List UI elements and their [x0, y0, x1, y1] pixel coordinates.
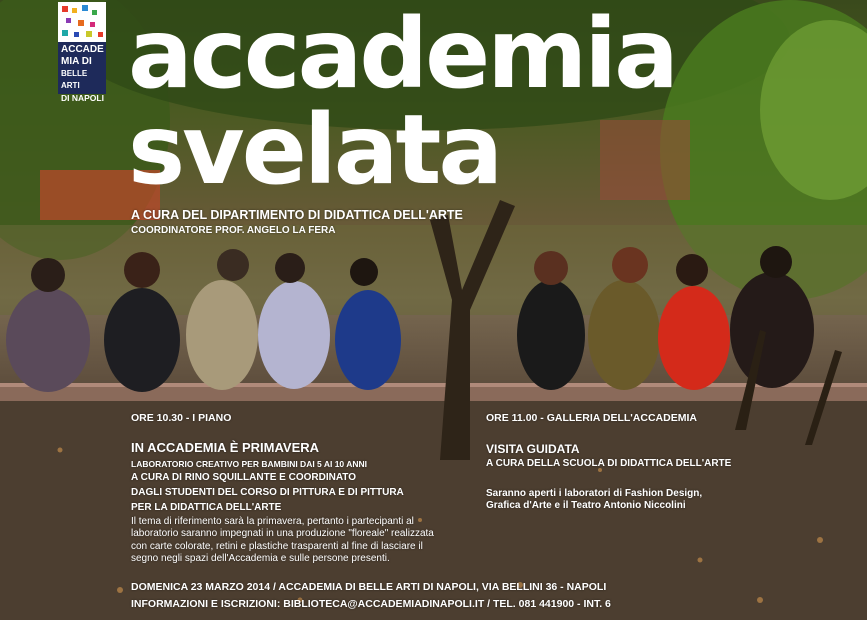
left-event-time: ORE 10.30 - I PIANO	[131, 412, 232, 424]
poster-title-line-2: svelata	[128, 94, 501, 206]
left-description-line: Il tema di riferimento sarà la primavera, pertanto i partecipanti al	[131, 516, 414, 527]
right-event-subtitle: A CURA DELLA SCUOLA DI DIDATTICA DELL'ARTE	[486, 458, 732, 469]
logo-line-2: MIA DI	[61, 56, 92, 67]
coordinator-line: COORDINATORE PROF. ANGELO LA FERA	[131, 225, 336, 236]
left-description-line: segno negli spazi dell'Accademia e sulle persone presenti.	[131, 552, 390, 564]
red-building-right	[600, 120, 690, 200]
right-event-time: ORE 11.00 - GALLERIA DELL'ACCADEMIA	[486, 412, 697, 424]
left-event-description	[131, 516, 471, 565]
right-event-title: VISITA GUIDATA	[486, 442, 580, 456]
academy-logo	[58, 2, 106, 103]
left-event-title: IN ACCADEMIA È PRIMAVERA	[131, 440, 320, 455]
right-description-line: Grafica d'Arte e il Teatro Antonio Niccolini	[486, 500, 686, 512]
logo-mark	[58, 2, 106, 42]
left-event-detail-1: LABORATORIO CREATIVO PER BAMBINI DAI 5 AI 10 ANNI	[131, 459, 367, 469]
left-description-line: con carte colorate, retini e plastiche trasparenti al fine di lasciare il	[131, 540, 423, 552]
logo-line-1: ACCADE	[61, 44, 104, 55]
left-event-detail-4: PER LA DIDATTICA DELL'ARTE	[131, 502, 282, 513]
logo-text-box	[58, 42, 106, 103]
right-description-line: Saranno aperti i laboratori di Fashion Design,	[486, 488, 703, 499]
right-event-description	[486, 488, 746, 513]
logo-line-4: DI NAPOLI	[61, 93, 104, 103]
left-event-detail-3: DAGLI STUDENTI DEL CORSO DI PITTURA E DI PITTURA	[131, 487, 404, 498]
left-event-detail-2: A CURA DI RINO SQUILLANTE E COORDINATO	[131, 472, 356, 483]
event-date-location: DOMENICA 23 MARZO 2014 / ACCADEMIA DI BELLE ARTI DI NAPOLI, VIA BELLINI 36 - NAPOLI	[131, 581, 607, 593]
logo-line-3: BELLE ARTI	[61, 69, 88, 90]
info-contact-line: INFORMAZIONI E ISCRIZIONI: BIBLIOTECA@ACCADEMIADINAPOLI.IT / TEL. 081 441900 - INT. 6	[131, 598, 611, 610]
left-description-line: laboratorio saranno impegnati in una produzione "floreale" realizzata	[131, 528, 434, 540]
poster-title-line-1: accademia	[128, 0, 676, 110]
poster-subtitle: A CURA DEL DIPARTIMENTO DI DIDATTICA DELL'ARTE	[131, 208, 463, 222]
